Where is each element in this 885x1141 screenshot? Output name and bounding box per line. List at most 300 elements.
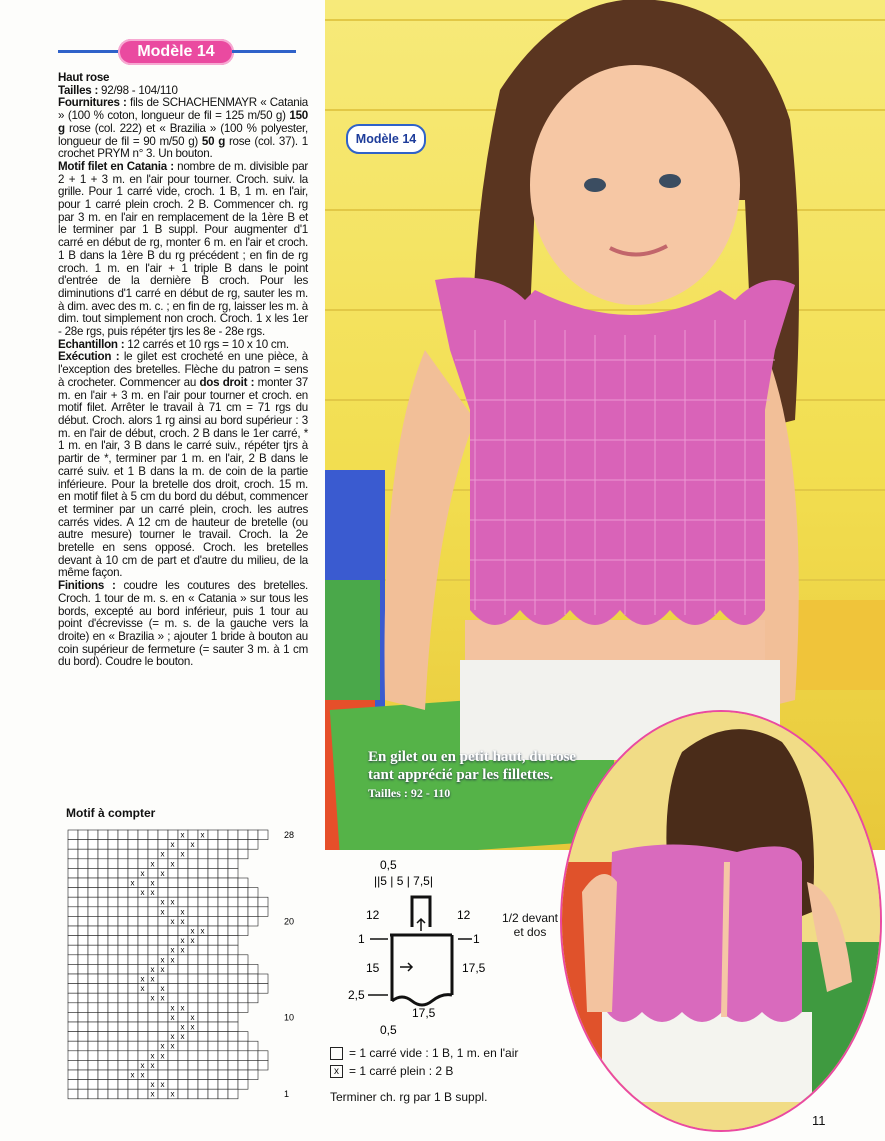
chart-square	[178, 1080, 188, 1090]
chart-square	[68, 1041, 78, 1051]
chart-square	[238, 1041, 248, 1051]
chart-square	[108, 1032, 118, 1042]
chart-square	[138, 830, 148, 840]
chart-square	[168, 1070, 178, 1080]
schema-top-a: 0,5	[380, 858, 397, 872]
chart-square	[108, 849, 118, 859]
chart-square	[148, 907, 158, 917]
chart-square	[138, 907, 148, 917]
chart-square	[188, 1051, 198, 1061]
tailles-label: Tailles :	[58, 83, 99, 97]
chart-full-mark: x	[180, 916, 185, 926]
chart-square	[138, 1012, 148, 1022]
chart-square	[228, 955, 238, 965]
chart-square	[68, 984, 78, 994]
chart-square	[218, 888, 228, 898]
chart-square	[88, 868, 98, 878]
chart-square	[208, 1032, 218, 1042]
chart-square	[128, 955, 138, 965]
chart-square	[118, 878, 128, 888]
chart-square	[68, 1012, 78, 1022]
chart-square	[168, 907, 178, 917]
chart-square	[158, 830, 168, 840]
chart-square	[78, 1080, 88, 1090]
chart-square	[108, 830, 118, 840]
chart-square	[68, 1032, 78, 1042]
chart-square	[98, 1022, 108, 1032]
chart-square	[178, 897, 188, 907]
chart-square	[98, 1012, 108, 1022]
chart-square	[98, 993, 108, 1003]
chart-square	[168, 1051, 178, 1061]
chart-square	[78, 1003, 88, 1013]
chart-square	[128, 897, 138, 907]
chart-square	[208, 1041, 218, 1051]
chart-square	[78, 907, 88, 917]
chart-square	[98, 1089, 108, 1099]
chart-square	[108, 916, 118, 926]
chart-square	[128, 1003, 138, 1013]
chart-square	[248, 993, 258, 1003]
chart-square	[218, 1051, 228, 1061]
chart-square	[198, 1041, 208, 1051]
chart-square	[108, 964, 118, 974]
chart-square	[238, 1051, 248, 1061]
chart-square	[98, 888, 108, 898]
chart-square	[108, 888, 118, 898]
chart-square	[208, 916, 218, 926]
chart-full-mark: x	[160, 964, 165, 974]
chart-square	[128, 907, 138, 917]
chart-square	[68, 859, 78, 869]
chart-square	[148, 1032, 158, 1042]
chart-square	[208, 868, 218, 878]
chart-square	[148, 1070, 158, 1080]
chart-square	[118, 1022, 128, 1032]
fournitures-qty2: 50 g	[201, 134, 226, 148]
chart-square	[168, 1080, 178, 1090]
chart-square	[248, 907, 258, 917]
chart-square	[208, 945, 218, 955]
motif-label: Motif filet en Catania :	[58, 159, 174, 173]
chart-square	[128, 1080, 138, 1090]
chart-full-mark: x	[130, 878, 135, 888]
chart-square	[98, 1070, 108, 1080]
chart-square	[68, 840, 78, 850]
chart-square	[78, 1022, 88, 1032]
chart-square	[78, 916, 88, 926]
chart-square	[68, 936, 78, 946]
chart-square	[258, 984, 268, 994]
chart-square	[198, 964, 208, 974]
chart-square	[68, 830, 78, 840]
chart-square	[118, 1060, 128, 1070]
chart-square	[158, 878, 168, 888]
chart-square	[158, 1089, 168, 1099]
caption-text: En gilet ou en petit haut, du rose tant apprécié par les fillettes.	[368, 749, 577, 783]
chart-square	[98, 878, 108, 888]
chart-square	[248, 1070, 258, 1080]
chart-square	[238, 993, 248, 1003]
chart-square	[188, 916, 198, 926]
chart-square	[98, 926, 108, 936]
chart-square	[158, 859, 168, 869]
chart-full-mark: x	[180, 830, 185, 840]
chart-square	[158, 1032, 168, 1042]
chart-full-mark: x	[140, 984, 145, 994]
chart-square	[138, 1003, 148, 1013]
fournitures-qty1: 150 g	[58, 109, 308, 135]
chart-full-mark: x	[160, 1041, 165, 1051]
chart-square	[198, 916, 208, 926]
schema-right-175: 17,5	[462, 961, 486, 975]
chart-square	[228, 1012, 238, 1022]
chart-square	[128, 1060, 138, 1070]
chart-square	[148, 945, 158, 955]
chart-square	[128, 859, 138, 869]
chart-square	[218, 1022, 228, 1032]
chart-square	[198, 840, 208, 850]
chart-square	[128, 916, 138, 926]
chart-square	[108, 859, 118, 869]
chart-full-mark: x	[170, 1003, 175, 1013]
chart-square	[238, 1032, 248, 1042]
chart-square	[248, 916, 258, 926]
chart-square	[88, 830, 98, 840]
chart-square	[188, 1060, 198, 1070]
chart-square	[108, 897, 118, 907]
chart-square	[238, 984, 248, 994]
garment-schematic	[340, 855, 570, 1040]
schema-bottom-a: 17,5	[412, 1006, 436, 1020]
chart-square	[218, 859, 228, 869]
chart-square	[118, 926, 128, 936]
chart-square	[258, 1060, 268, 1070]
chart-square	[188, 974, 198, 984]
chart-square	[178, 878, 188, 888]
chart-square	[238, 907, 248, 917]
chart-full-mark: x	[150, 878, 155, 888]
chart-square	[148, 840, 158, 850]
chart-square	[178, 868, 188, 878]
chart-square	[68, 849, 78, 859]
chart-full-mark: x	[190, 840, 195, 850]
chart-square	[118, 1080, 128, 1090]
chart-square	[88, 1041, 98, 1051]
chart-square	[98, 984, 108, 994]
chart-square	[238, 926, 248, 936]
chart-square	[118, 964, 128, 974]
chart-square	[88, 1003, 98, 1013]
chart-square	[238, 849, 248, 859]
chart-square	[218, 849, 228, 859]
chart-square	[138, 936, 148, 946]
chart-square	[108, 984, 118, 994]
chart-square	[88, 888, 98, 898]
chart-square	[238, 830, 248, 840]
chart-square	[168, 1022, 178, 1032]
chart-square	[118, 1089, 128, 1099]
chart-square	[178, 993, 188, 1003]
chart-square	[198, 878, 208, 888]
chart-square	[168, 984, 178, 994]
fournitures-label: Fournitures :	[58, 96, 127, 110]
chart-square	[168, 849, 178, 859]
chart-square	[168, 1060, 178, 1070]
chart-square	[98, 916, 108, 926]
chart-square	[118, 945, 128, 955]
chart-title: Motif à compter	[66, 806, 156, 820]
chart-full-mark: x	[140, 888, 145, 898]
finitions-text: coudre les coutures des bretelles. Croch. 1 tour de m. s. en « Catania » sur tous les bords, excepté au bord inférieur, puis 1 tour au point d'écrevisse (= m. s. de la gauche vers la droite) en « Brazilia » ; ajouter 1 bride à bouton au coin supérieur de fermeture (= sauter 3 m. à 1 cm du bord). Coudre le bouton.	[58, 579, 308, 669]
chart-full-mark: x	[170, 840, 175, 850]
chart-square	[148, 955, 158, 965]
chart-square	[238, 1070, 248, 1080]
chart-square	[188, 897, 198, 907]
chart-square	[198, 907, 208, 917]
chart-square	[178, 1089, 188, 1099]
chart-square	[198, 993, 208, 1003]
chart-square	[98, 897, 108, 907]
chart-full-mark: x	[170, 897, 175, 907]
chart-square	[108, 1022, 118, 1032]
chart-square	[198, 955, 208, 965]
chart-full-mark: x	[190, 936, 195, 946]
chart-square	[118, 974, 128, 984]
chart-square	[148, 897, 158, 907]
chart-square	[108, 840, 118, 850]
chart-square	[138, 849, 148, 859]
motif-text: nombre de m. divisible par 2 + 1 + 3 m. en l'air pour tourner. Croch. suiv. la grille. Pour 1 carré vide, croch. 1 B, 1 m. en l'air, pour 1 carré plein croch. 2 B. Commencer ch. rg par 3 m. en l'air en remplacement de la 1ère B et le terminer par 1 B suppl. Pour augmenter d'1 carré en début de rg, monter 6 m. en l'air et croch. 1 B dans la 1ère B du rg précédent ; en fin de rg croch. 1 m. en l'air + 1 triple B dans le point d'entrée de la dernière B croch. Pour les diminutions d'1 carré en début de rg, sauter les m. à dim. avec des m. c. ; en fin de rg, laisser les m. à dim. tout simplement non croch. Croch. 1 x les 1er - 28e rgs, puis répéter tjrs les 8e - 28e rgs.	[58, 159, 308, 339]
chart-square	[178, 859, 188, 869]
chart-square	[158, 1012, 168, 1022]
chart-square	[238, 888, 248, 898]
chart-square	[208, 1080, 218, 1090]
chart-square	[78, 868, 88, 878]
chart-square	[88, 1089, 98, 1099]
chart-square	[228, 878, 238, 888]
chart-square	[88, 984, 98, 994]
photo-model-badge: Modèle 14	[346, 124, 426, 154]
chart-square	[218, 926, 228, 936]
chart-square	[78, 830, 88, 840]
chart-square	[188, 993, 198, 1003]
chart-square	[108, 936, 118, 946]
chart-square	[178, 888, 188, 898]
chart-square	[128, 936, 138, 946]
chart-full-mark: x	[170, 1012, 175, 1022]
chart-square	[208, 936, 218, 946]
chart-square	[188, 878, 198, 888]
chart-square	[198, 1003, 208, 1013]
chart-square	[138, 1032, 148, 1042]
chart-square	[208, 1003, 218, 1013]
chart-square	[158, 840, 168, 850]
chart-square	[128, 945, 138, 955]
chart-square	[88, 926, 98, 936]
chart-square	[98, 1032, 108, 1042]
chart-square	[208, 840, 218, 850]
back-view-photo	[560, 710, 882, 1132]
legend-empty-text: = 1 carré vide : 1 B, 1 m. en l'air	[349, 1046, 519, 1060]
chart-square	[208, 878, 218, 888]
chart-square	[108, 974, 118, 984]
chart-square	[248, 897, 258, 907]
chart-square	[68, 907, 78, 917]
chart-square	[228, 830, 238, 840]
chart-square	[88, 916, 98, 926]
chart-square	[148, 926, 158, 936]
chart-square	[168, 888, 178, 898]
schema-right-12: 12	[457, 908, 471, 922]
chart-square	[78, 1060, 88, 1070]
chart-square	[128, 1032, 138, 1042]
header-rule-left	[58, 50, 120, 53]
chart-square	[208, 1089, 218, 1099]
chart-square	[108, 1070, 118, 1080]
chart-square	[138, 1089, 148, 1099]
chart-full-mark: x	[180, 945, 185, 955]
chart-square	[188, 984, 198, 994]
chart-square	[228, 1051, 238, 1061]
page-number: 11	[812, 1113, 826, 1128]
chart-square	[88, 897, 98, 907]
chart-square	[88, 878, 98, 888]
chart-square	[98, 1051, 108, 1061]
chart-square	[78, 859, 88, 869]
chart-square	[98, 849, 108, 859]
chart-full-mark: x	[160, 993, 165, 1003]
chart-square	[68, 974, 78, 984]
chart-square	[88, 1022, 98, 1032]
chart-square	[238, 955, 248, 965]
chart-square	[118, 955, 128, 965]
chart-square	[118, 1032, 128, 1042]
chart-square	[128, 849, 138, 859]
chart-square	[208, 955, 218, 965]
chart-square	[88, 945, 98, 955]
chart-square	[208, 897, 218, 907]
chart-square	[218, 1080, 228, 1090]
chart-square	[128, 840, 138, 850]
chart-square	[118, 868, 128, 878]
chart-square	[198, 1022, 208, 1032]
chart-square	[148, 936, 158, 946]
chart-square	[78, 1041, 88, 1051]
chart-square	[228, 840, 238, 850]
chart-square	[138, 926, 148, 936]
chart-square	[178, 926, 188, 936]
chart-square	[88, 840, 98, 850]
chart-square	[208, 830, 218, 840]
chart-square	[148, 868, 158, 878]
chart-square	[128, 888, 138, 898]
chart-square	[158, 1060, 168, 1070]
chart-square	[108, 1012, 118, 1022]
chart-square	[148, 1022, 158, 1032]
chart-square	[108, 1089, 118, 1099]
chart-square	[228, 859, 238, 869]
chart-square	[98, 955, 108, 965]
chart-square	[68, 1060, 78, 1070]
chart-square	[68, 1003, 78, 1013]
chart-square	[128, 993, 138, 1003]
chart-full-mark: x	[170, 859, 175, 869]
chart-square	[198, 1089, 208, 1099]
chart-square	[128, 1012, 138, 1022]
chart-square	[208, 907, 218, 917]
finitions-label: Finitions :	[58, 579, 116, 593]
chart-square	[188, 888, 198, 898]
chart-square	[258, 974, 268, 984]
chart-square	[178, 984, 188, 994]
chart-square	[248, 840, 258, 850]
legend-full-text: = 1 carré plein : 2 B	[349, 1064, 454, 1078]
chart-square	[148, 916, 158, 926]
chart-full-mark: x	[170, 1089, 175, 1099]
chart-square	[118, 830, 128, 840]
chart-square	[138, 897, 148, 907]
chart-full-mark: x	[190, 1022, 195, 1032]
chart-square	[198, 1060, 208, 1070]
chart-full-mark: x	[150, 888, 155, 898]
chart-full-mark: x	[170, 955, 175, 965]
chart-full-mark: x	[190, 1012, 195, 1022]
chart-square	[178, 840, 188, 850]
chart-square	[228, 897, 238, 907]
chart-square	[108, 1051, 118, 1061]
chart-square	[228, 926, 238, 936]
chart-square	[178, 1041, 188, 1051]
photo-caption	[368, 748, 578, 802]
chart-square	[78, 897, 88, 907]
chart-square	[118, 1051, 128, 1061]
chart-square	[228, 1022, 238, 1032]
chart-square	[78, 936, 88, 946]
chart-square	[218, 1032, 228, 1042]
chart-square	[208, 1022, 218, 1032]
chart-square	[148, 1003, 158, 1013]
chart-square	[138, 878, 148, 888]
chart-square	[88, 859, 98, 869]
chart-square	[78, 955, 88, 965]
chart-square	[118, 1041, 128, 1051]
chart-square	[78, 993, 88, 1003]
chart-square	[118, 984, 128, 994]
chart-square	[178, 1051, 188, 1061]
chart-full-mark: x	[160, 984, 165, 994]
chart-square	[258, 1051, 268, 1061]
chart-full-mark: x	[170, 1041, 175, 1051]
chart-full-mark: x	[170, 916, 175, 926]
chart-square	[78, 878, 88, 888]
chart-legend	[330, 1044, 518, 1080]
chart-square	[128, 1041, 138, 1051]
chart-square	[188, 964, 198, 974]
chart-full-mark: x	[180, 907, 185, 917]
chart-square	[128, 984, 138, 994]
chart-square	[238, 878, 248, 888]
chart-square	[78, 974, 88, 984]
chart-square	[68, 868, 78, 878]
chart-square	[218, 945, 228, 955]
chart-square	[188, 907, 198, 917]
chart-full-mark: x	[170, 1032, 175, 1042]
chart-square	[218, 907, 228, 917]
chart-square	[128, 974, 138, 984]
fournitures-text-c: rose (col. 37). 1 crochet PRYM n° 3. Un bouton.	[58, 134, 308, 161]
empty-square-icon	[330, 1047, 343, 1060]
